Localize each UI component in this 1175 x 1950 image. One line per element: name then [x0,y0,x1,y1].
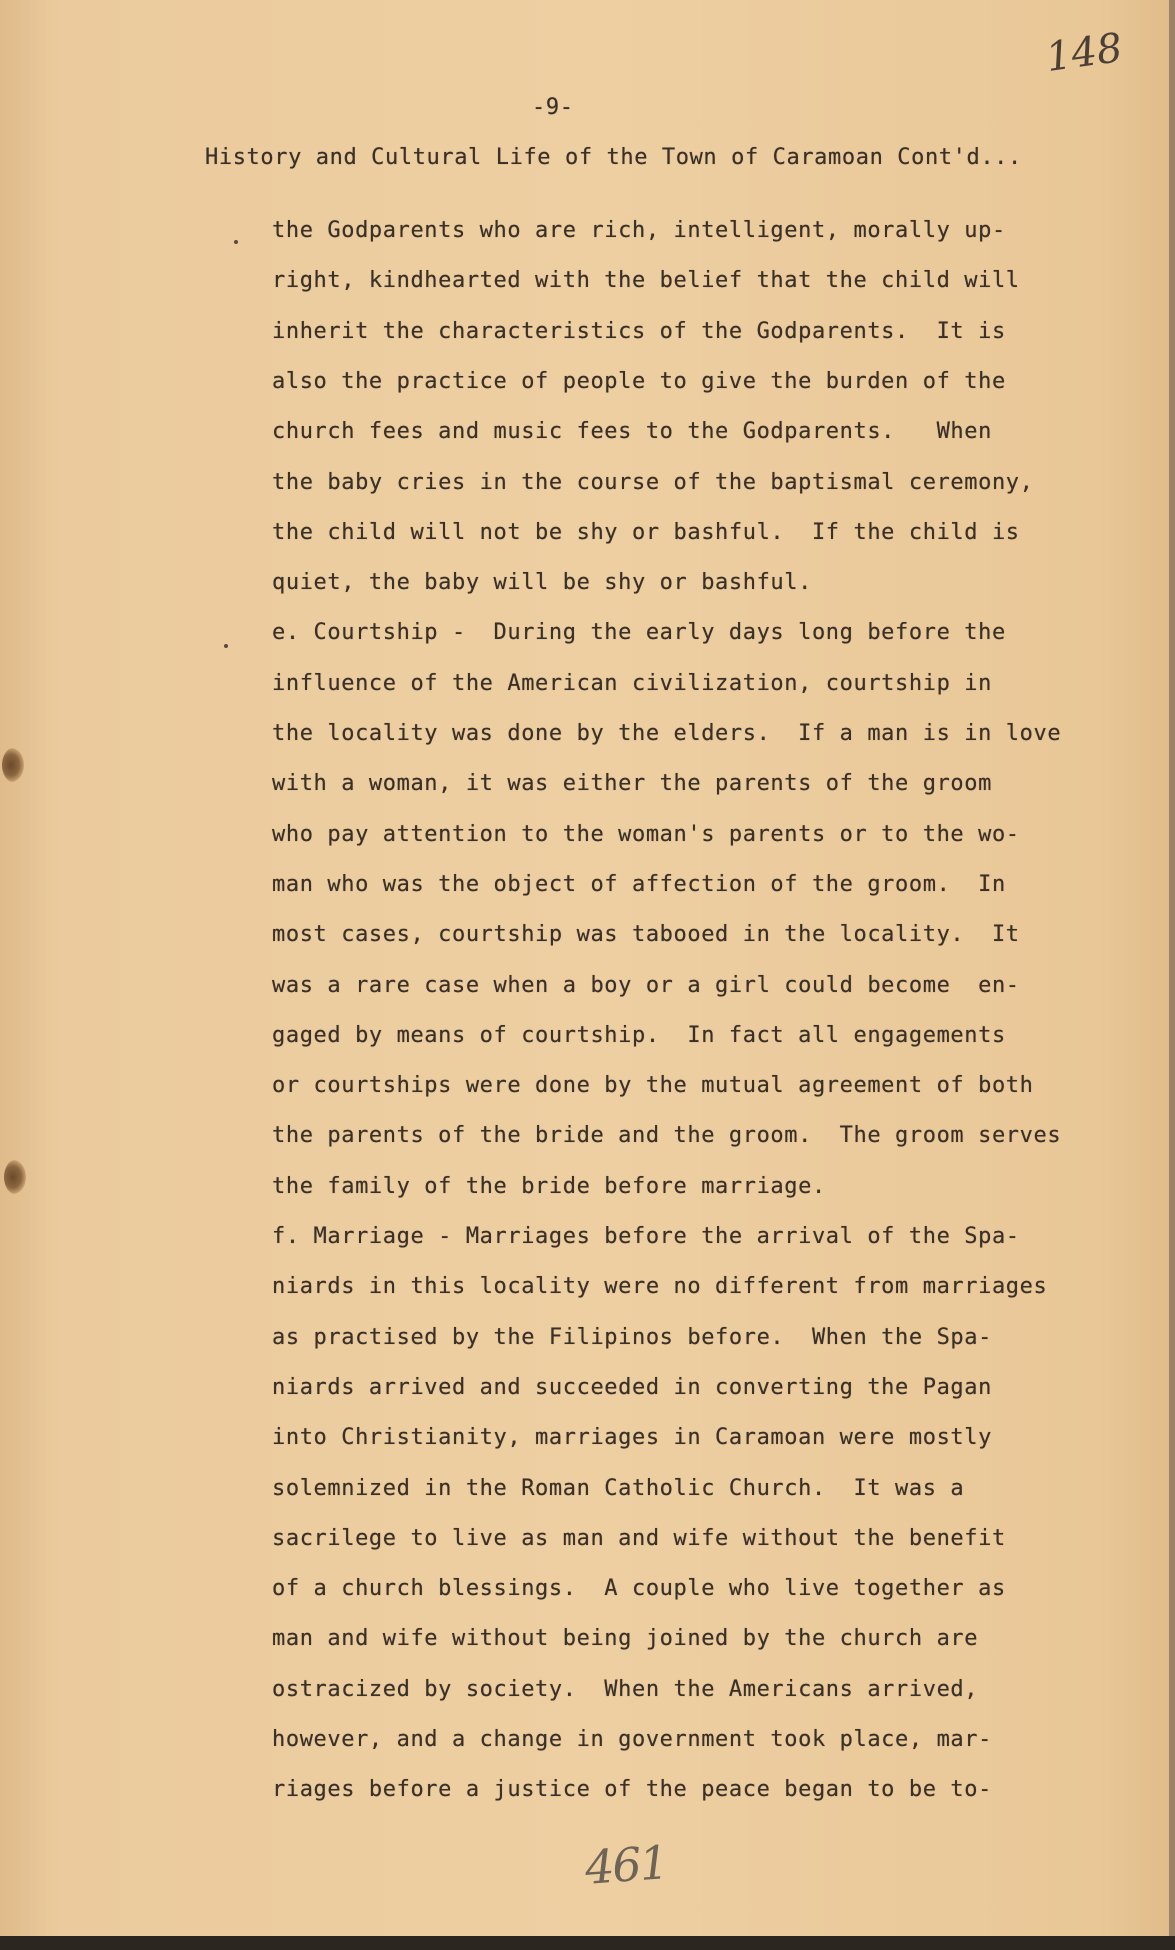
punch-hole-upper [2,748,24,782]
scan-bottom-border [0,1936,1175,1950]
body-line: with a woman, it was either the parents of the groom [272,771,992,796]
page-heading: History and Cultural Life of the Town of Caramoan Cont'd... [205,145,1022,170]
body-line: inherit the characteristics of the Godparents. It is [272,319,1006,344]
body-line: f. Marriage - Marriages before the arrival of the Spa- [272,1224,1020,1249]
body-line: the child will not be shy or bashful. If the child is [272,520,1020,545]
body-line: of a church blessings. A couple who live together as [272,1576,1006,1601]
body-line: as practised by the Filipinos before. When the Spa- [272,1325,992,1350]
body-line: niards in this locality were no different from marriages [272,1274,1048,1299]
body-line: riages before a justice of the peace began to be to- [272,1777,992,1802]
body-line: solemnized in the Roman Catholic Church. It was a [272,1476,965,1501]
body-line: gaged by means of courtship. In fact all engagements [272,1023,1006,1048]
body-line: ostracized by society. When the Americans arrived, [272,1677,979,1702]
body-line: into Christianity, marriages in Caramoan were mostly [272,1425,992,1450]
handwritten-page-number: 148 [1043,24,1126,82]
body-line: e. Courtship - During the early days long before the [272,620,1006,645]
body-line: the Godparents who are rich, intelligent, morally up- [272,218,1006,243]
body-line: sacrilege to live as man and wife without the benefit [272,1526,1006,1551]
punch-hole-lower [4,1160,26,1194]
body-line: influence of the American civilization, courtship in [272,671,992,696]
body-line: man and wife without being joined by the church are [272,1626,979,1651]
margin-dot [234,240,238,244]
body-line: quiet, the baby will be shy or bashful. [272,570,812,595]
body-line: the baby cries in the course of the baptismal ceremony, [272,470,1034,495]
body-line: most cases, courtship was tabooed in the locality. It [272,922,1020,947]
body-line: right, kindhearted with the belief that the child will [272,268,1020,293]
body-line: niards arrived and succeeded in converting the Pagan [272,1375,992,1400]
body-line: who pay attention to the woman's parents or to the wo- [272,822,1020,847]
body-line: was a rare case when a boy or a girl could become en- [272,973,1020,998]
body-line: the locality was done by the elders. If a man is in love [272,721,1062,746]
handwritten-folio-number: 461 [583,1835,669,1895]
body-line: church fees and music fees to the Godparents. When [272,419,992,444]
body-line: the family of the bride before marriage. [272,1174,826,1199]
body-line: or courtships were done by the mutual agreement of both [272,1073,1034,1098]
page-edge-shadow [1169,0,1175,1950]
body-line: the parents of the bride and the groom. The groom serves [272,1123,1062,1148]
margin-dot [224,644,228,648]
body-line: man who was the object of affection of the groom. In [272,872,1006,897]
body-line: however, and a change in government took place, mar- [272,1727,992,1752]
page-number: -9- [532,95,574,120]
body-line: also the practice of people to give the burden of the [272,369,1006,394]
